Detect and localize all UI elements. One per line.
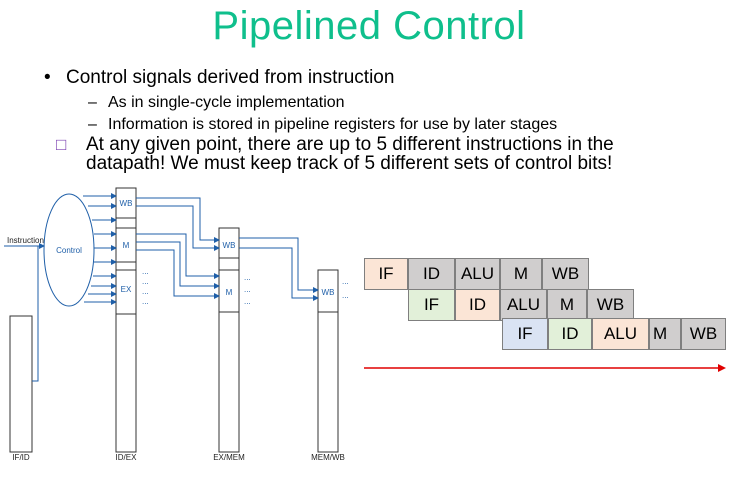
row1-stage-if: IF bbox=[364, 258, 408, 290]
memwb-register bbox=[318, 270, 338, 452]
control-label: Control bbox=[56, 246, 82, 255]
slide-title: Pipelined Control bbox=[212, 4, 526, 48]
ifid-label: IF/ID bbox=[12, 453, 30, 462]
row2-stage-id: ID bbox=[455, 289, 500, 321]
exmem-wb-label: WB bbox=[222, 241, 236, 250]
bullet-1 bbox=[44, 67, 394, 89]
arrow-head-icon bbox=[718, 364, 726, 372]
instruction-label: Instruction bbox=[7, 236, 44, 245]
row1-stage-m: M bbox=[500, 258, 542, 290]
pipeline-control-diagram bbox=[0, 186, 362, 466]
dash-icon: – bbox=[88, 116, 97, 133]
bullet-2-line-1: At any given point, there are up to 5 different instructions in the bbox=[86, 134, 614, 155]
subbullet-1 bbox=[88, 94, 345, 112]
row3-stage-wb: WB bbox=[681, 318, 726, 350]
ifid-register bbox=[10, 316, 32, 452]
idex-m-label: M bbox=[122, 241, 130, 250]
row2-stage-m: M bbox=[547, 289, 587, 321]
dots: ... bbox=[142, 267, 149, 276]
bullet-dot-icon: • bbox=[44, 67, 51, 88]
exmem-m-label: M bbox=[225, 288, 233, 297]
bullet-1-text: Control signals derived from instruction bbox=[66, 67, 395, 88]
exmem-label: EX/MEM bbox=[213, 453, 245, 462]
row2-stage-alu: ALU bbox=[500, 289, 547, 321]
row3-stage-m: M bbox=[649, 318, 681, 350]
memwb-wb-label: WB bbox=[321, 288, 335, 297]
row3-stage-if: IF bbox=[502, 318, 548, 350]
dots: ... bbox=[142, 277, 149, 286]
row1-stage-wb: WB bbox=[542, 258, 589, 290]
idex-label: ID/EX bbox=[115, 453, 137, 462]
idex-wb-label: WB bbox=[119, 199, 133, 208]
row2-stage-wb: WB bbox=[587, 289, 634, 321]
row2-stage-if: IF bbox=[408, 289, 455, 321]
dots: ... bbox=[244, 297, 251, 306]
dots: ... bbox=[142, 287, 149, 296]
memwb-label: MEM/WB bbox=[311, 453, 345, 462]
row1-stage-id: ID bbox=[408, 258, 455, 290]
dots: ... bbox=[244, 285, 251, 294]
subbullet-2-text: Information is stored in pipeline registers for use by later stages bbox=[108, 116, 558, 133]
dash-icon: – bbox=[88, 94, 97, 111]
exmem-register bbox=[219, 228, 239, 452]
checkmark-icon: □ bbox=[56, 135, 67, 154]
row3-stage-id: ID bbox=[548, 318, 592, 350]
dots: ... bbox=[142, 297, 149, 306]
bullet-2-line-2: datapath! We must keep track of 5 different sets of control bits! bbox=[86, 153, 613, 174]
row3-stage-alu: ALU bbox=[592, 318, 649, 350]
subbullet-1-text: As in single-cycle implementation bbox=[108, 94, 345, 111]
row1-stage-alu: ALU bbox=[455, 258, 500, 290]
dots: ... bbox=[342, 277, 349, 286]
dots: ... bbox=[244, 273, 251, 282]
dots: ... bbox=[342, 291, 349, 300]
time-arrow bbox=[364, 362, 730, 374]
idex-ex-label: EX bbox=[120, 285, 132, 294]
subbullet-2 bbox=[88, 116, 557, 134]
